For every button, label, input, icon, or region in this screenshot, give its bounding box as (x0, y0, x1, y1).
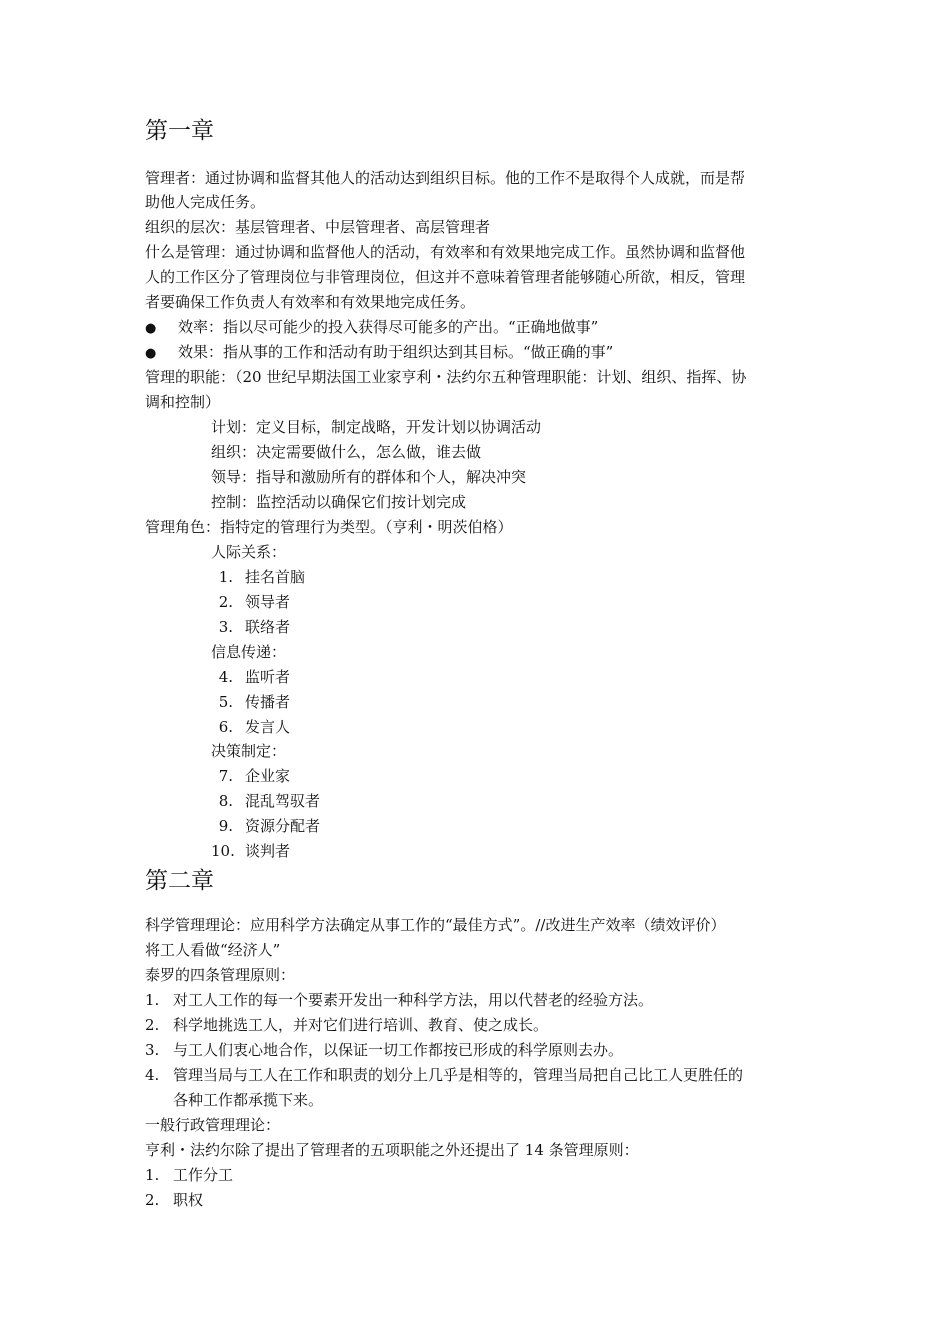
list-item (211, 841, 290, 861)
roles-line: 管理角色：指特定的管理行为类型。（亨利・明茨伯格） (145, 518, 513, 536)
manager-definition-line-1: 管理者：通过协调和监督其他人的活动达到组织目标。他的工作不是取得个人成就，而是帮 (145, 169, 746, 187)
list-text: 联络者 (245, 618, 291, 636)
list-item (145, 1165, 233, 1185)
what-is-management-line-2: 人的工作区分了管理岗位与非管理岗位，但这并不意味着管理者能够随心所欲，相反，管理 (145, 268, 746, 286)
list-text: 领导者 (245, 593, 291, 611)
list-number: 6. (218, 718, 233, 736)
list-item (211, 816, 320, 836)
list-item (211, 667, 290, 687)
list-number: 9. (218, 817, 233, 835)
list-number: 2. (145, 1191, 160, 1209)
function-lead: 领导：指导和激励所有的群体和个人，解决冲突 (211, 468, 527, 486)
list-text: 挂名首脑 (245, 568, 306, 586)
manager-definition-line-2: 助他人完成任务。 (145, 193, 266, 211)
list-text: 监听者 (245, 668, 291, 686)
list-text: 传播者 (245, 693, 291, 711)
function-organize: 组织：决定需要做什么，怎么做，谁去做 (211, 443, 482, 461)
general-admin-heading: 一般行政管理理论： (145, 1116, 281, 1134)
list-text: 科学地挑选工人，并对它们进行培训、教育、使之成长。 (173, 1016, 549, 1034)
scientific-management-line-1: 科学管理理论：应用科学方法确定从事工作的“最佳方式”。//改进生产效率（绩效评价） (145, 916, 726, 934)
list-text: 管理当局与工人在工作和职责的划分上几乎是相等的，管理当局把自己比工人更胜任的 (173, 1066, 744, 1084)
bullet-text: 效率：指以尽可能少的投入获得尽可能多的产出。“正确地做事” (178, 318, 599, 336)
function-control: 控制：监控活动以确保它们按计划完成 (211, 493, 467, 511)
list-item (211, 617, 290, 637)
list-text: 与工人们衷心地合作，以保证一切工作都按已形成的科学原则去办。 (173, 1041, 624, 1059)
list-text: 资源分配者 (245, 817, 321, 835)
list-item (211, 791, 320, 811)
list-number: 1. (218, 568, 233, 586)
list-text: 谈判者 (245, 842, 291, 860)
bullet-icon: ● (145, 346, 157, 361)
list-item (211, 692, 290, 712)
list-text: 混乱驾驭者 (245, 792, 321, 810)
list-item (145, 1190, 203, 1210)
functions-line-1: 管理的职能：（20 世纪早期法国工业家亨利・法约尔五种管理职能：计划、组织、指挥、协 (145, 368, 747, 386)
role-group-label: 信息传递： (211, 643, 287, 661)
bullet-item-efficiency (145, 317, 598, 339)
list-item (211, 766, 290, 786)
list-number: 8. (218, 792, 233, 810)
fayol-principles-line: 亨利・法约尔除了提出了管理者的五项职能之外还提出了 14 条管理原则： (145, 1141, 639, 1159)
functions-line-2: 调和控制） (145, 393, 221, 411)
list-number: 3. (145, 1041, 160, 1059)
list-text: 对工人工作的每一个要素开发出一种科学方法，用以代替老的经验方法。 (173, 991, 654, 1009)
chapter-1-title: 第一章 (145, 118, 214, 144)
list-item (211, 717, 290, 737)
list-text: 工作分工 (173, 1166, 234, 1184)
what-is-management-line-3: 者要确保工作负责人有效率和有效果地完成任务。 (145, 293, 476, 311)
list-number: 4. (218, 668, 233, 686)
list-number: 4. (145, 1066, 160, 1084)
list-number: 5. (218, 693, 233, 711)
list-text: 企业家 (245, 767, 291, 785)
list-item (145, 1015, 548, 1035)
list-item (211, 592, 290, 612)
chapter-2-title: 第二章 (145, 868, 214, 894)
role-group-label: 决策制定： (211, 742, 287, 760)
list-number: 1. (145, 991, 160, 1009)
list-number: 2. (145, 1016, 160, 1034)
list-text: 职权 (173, 1191, 204, 1209)
list-number: 10. (211, 842, 235, 860)
what-is-management-line-1: 什么是管理：通过协调和监督他人的活动，有效率和有效果地完成工作。虽然协调和监督他 (145, 243, 746, 261)
taylor-heading: 泰罗的四条管理原则： (145, 966, 296, 984)
bullet-text: 效果：指从事的工作和活动有助于组织达到其目标。“做正确的事” (178, 343, 614, 361)
list-number: 1. (145, 1166, 160, 1184)
function-plan: 计划：定义目标，制定战略，开发计划以协调活动 (211, 418, 542, 436)
list-item (145, 990, 653, 1010)
scientific-management-line-2: 将工人看做“经济人” (145, 941, 281, 959)
list-item (211, 567, 305, 587)
list-number: 3. (218, 618, 233, 636)
list-item-continuation: 各种工作都承揽下来。 (173, 1091, 324, 1109)
list-item (145, 1040, 623, 1060)
list-item (145, 1065, 743, 1085)
list-number: 7. (218, 767, 233, 785)
bullet-item-effectiveness (145, 342, 613, 364)
org-levels-line: 组织的层次：基层管理者、中层管理者、高层管理者 (145, 218, 491, 236)
list-number: 2. (218, 593, 233, 611)
role-group-label: 人际关系： (211, 543, 287, 561)
bullet-icon: ● (145, 321, 157, 336)
list-text: 发言人 (245, 718, 291, 736)
